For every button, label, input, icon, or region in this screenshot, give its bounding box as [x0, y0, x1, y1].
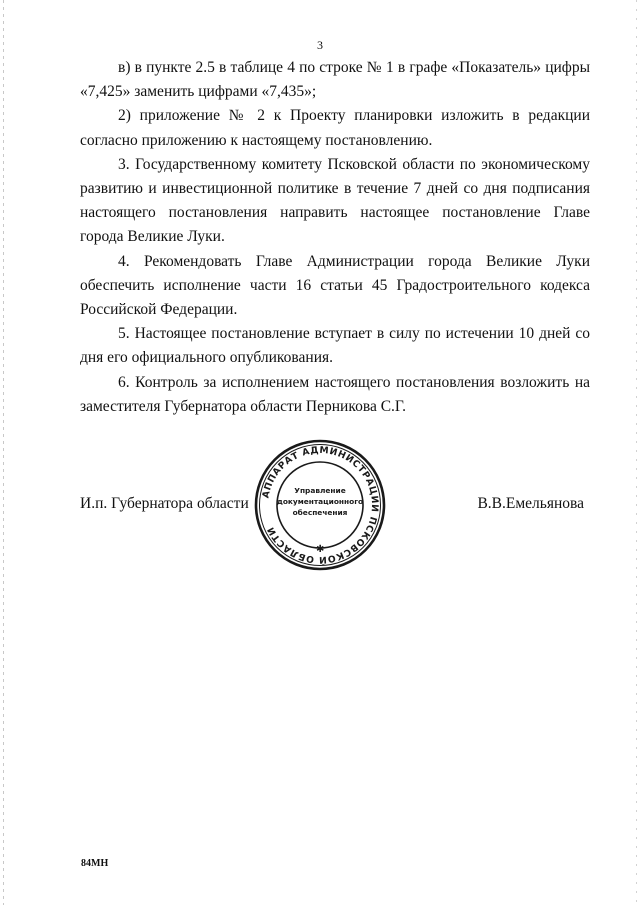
paragraph-control: 6. Контроль за исполнением настоящего постановления возложить на заместителя Губернатора области Перникова С.Г. — [80, 373, 590, 415]
seal-graphic — [252, 437, 388, 573]
scan-right-edge — [636, 0, 637, 905]
seal-star-icon: ✱ — [316, 544, 325, 555]
paragraph-amend-table: в) в пункте 2.5 в таблице 4 по строке № 1 в графе «Показатель» цифры «7,425» заменить цифрами «7,435»; — [80, 59, 590, 101]
seal-center-line-3: обеспечения — [292, 508, 348, 517]
signatory-position: И.п. Губернатора области — [80, 495, 249, 512]
paragraph-effective: 5. Настоящее постановление вступает в силу по истечении 10 дней со дня его официального опубликования. — [80, 325, 590, 367]
document-body — [80, 56, 590, 419]
official-seal-stamp — [252, 437, 388, 573]
page-number: 3 — [317, 38, 323, 52]
paragraph-committee: 3. Государственному комитету Псковской области по экономическому развитию и инвестиционной политике в течение 7 дней со дня подписания настоящего постановления направить настоящее постановление Главе города Великие Луки. — [80, 155, 590, 246]
scan-left-edge — [3, 0, 4, 905]
seal-ring-textpath: АППАРАТ АДМИНИСТРАЦИИ ПСКОВСКОЙ ОБЛАСТИ — [260, 444, 381, 566]
seal-center-line-1: Управление — [294, 486, 346, 495]
signatory-name: В.В.Емельянова — [477, 495, 584, 512]
paragraph-recommend: 4. Рекомендовать Главе Администрации города Великие Луки обеспечить исполнение части 16 статьи 45 Градостроительного кодекса Российской Федерации. — [80, 252, 590, 319]
document-code: 84МН — [81, 858, 109, 869]
seal-center-line-2: документационного — [276, 497, 364, 506]
paragraph-appendix: 2) приложение № 2 к Проекту планировки изложить в редакции согласно приложению к настоящему постановлению. — [80, 107, 590, 149]
